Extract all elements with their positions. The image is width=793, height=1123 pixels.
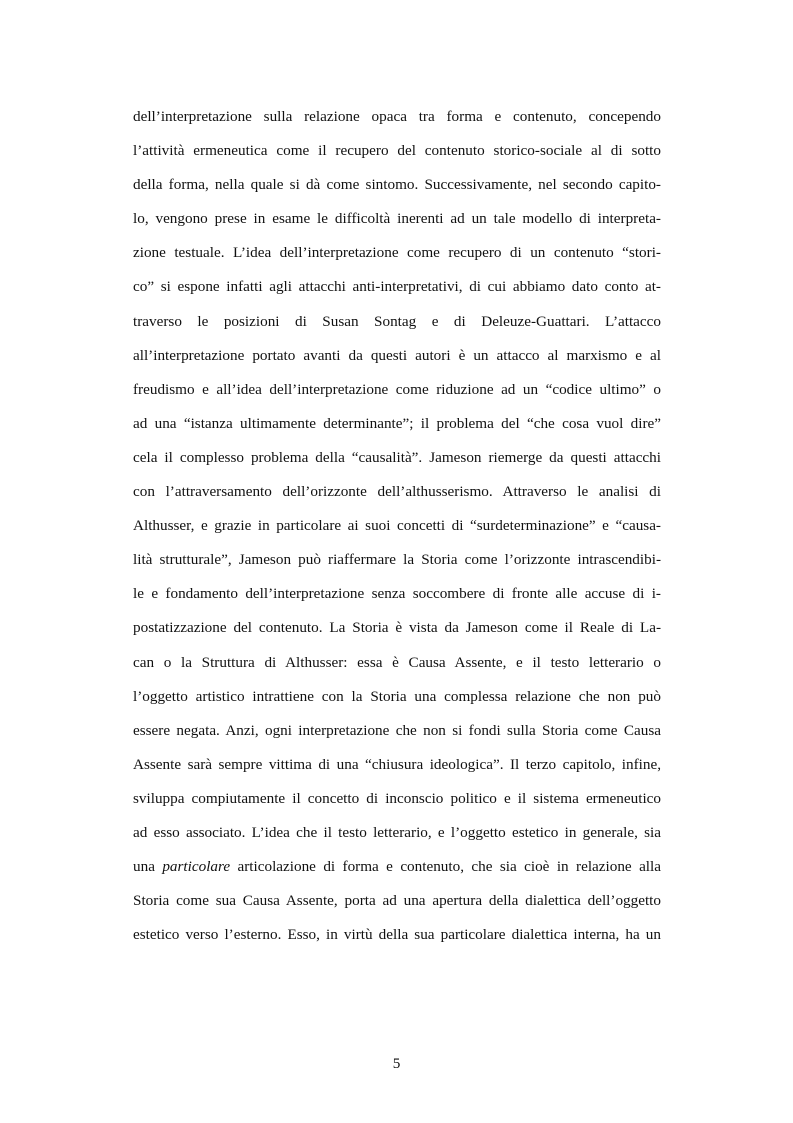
text-line: estetico verso l’esterno. Esso, in virtù della sua particolare dialettica interna, ha un [133,926,661,944]
text-line: della forma, nella quale si dà come sintomo. Successivamente, nel secondo capito- [133,176,661,194]
text-segment: una [133,858,163,876]
text-line: postatizzazione del contenuto. La Storia è vista da Jameson come il Reale di La- [133,619,661,637]
text-segment: articolazione di forma e contenuto, che sia cioè in relazione alla [230,858,661,876]
text-line: con l’attraversamento dell’orizzonte dell’althusserismo. Attraverso le analisi di [133,483,661,501]
text-line: can o la Struttura di Althusser: essa è Causa Assente, e il testo letterario o [133,653,661,671]
text-line [133,850,661,884]
text-line: zione testuale. L’idea dell’interpretazione come recupero di un contenuto “stori- [133,244,661,262]
text-line: essere negata. Anzi, ogni interpretazione che non si fondi sulla Storia come Causa [133,721,661,739]
page-number: 5 [392,1055,401,1072]
text-line: Assente sarà sempre vittima di una “chiusura ideologica”. Il terzo capitolo, infine, [133,755,661,773]
text-line: Storia come sua Causa Assente, porta ad una apertura della dialettica dell’oggetto [133,892,661,910]
text-line: freudismo e all’idea dell’interpretazione come riduzione ad un “codice ultimo” o [133,380,661,398]
text-line: lo, vengono prese in esame le difficoltà inerenti ad un tale modello di interpreta- [133,210,661,228]
italic-emphasis: particolare [162,858,231,876]
text-line: traverso le posizioni di Susan Sontag e di Deleuze-Guattari. L’attacco [133,312,661,330]
text-line: Althusser, e grazie in particolare ai suoi concetti di “surdeterminazione” e “causa- [133,517,661,535]
text-line: cela il complesso problema della “causalità”. Jameson riemerge da questi attacchi [133,448,661,466]
text-line: ad esso associato. L’idea che il testo letterario, e l’oggetto estetico in generale, sia [133,823,661,841]
text-line: sviluppa compiutamente il concetto di inconscio politico e il sistema ermeneutico [133,789,661,807]
text-line: all’interpretazione portato avanti da questi autori è un attacco al marxismo e al [133,346,661,364]
text-line: l’attività ermeneutica come il recupero del contenuto storico-sociale al di sotto [133,142,661,160]
text-line: dell’interpretazione sulla relazione opaca tra forma e contenuto, concependo [133,108,661,125]
text-line: lità strutturale”, Jameson può riaffermare la Storia come l’orizzonte intrascendibi- [133,551,661,569]
text-line: l’oggetto artistico intrattiene con la Storia una complessa relazione che non può [133,687,661,705]
text-line: ad una “istanza ultimamente determinante”; il problema del “che cosa vuol dire” [133,414,661,432]
text-line: le e fondamento dell’interpretazione senza soccombere di fronte alle accuse di i- [133,585,661,603]
text-line: co” si espone infatti agli attacchi anti-interpretativi, di cui abbiamo dato conto at- [133,278,661,296]
body-paragraph [133,100,661,952]
